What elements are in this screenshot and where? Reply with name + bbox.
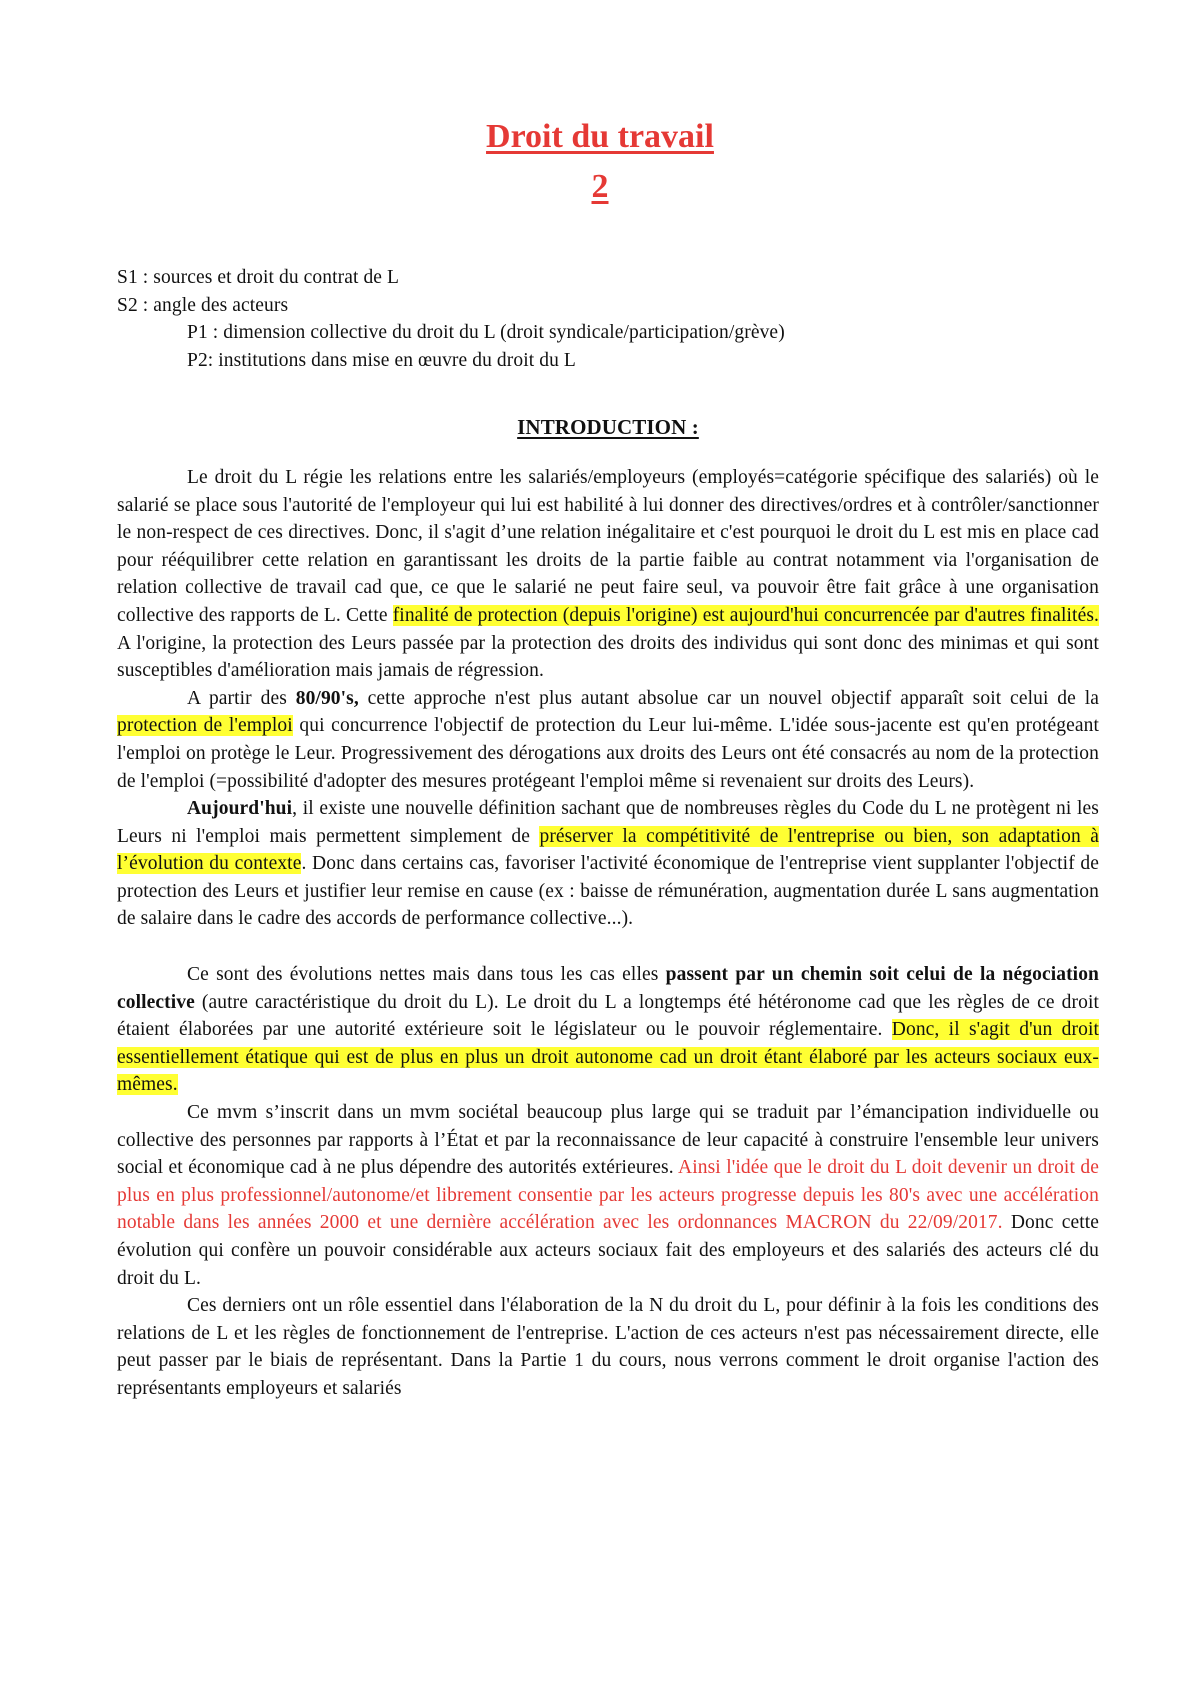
paragraph-4-highlight: Donc, il s'agit d'un droit essentiellement étatique qui est de plus en plus un droit autonome cad un droit étant élaboré par les acteurs sociaux eux-mêmes. bbox=[117, 1019, 1099, 1096]
paragraph-4-text-a: Ce sont des évolutions nettes mais dans tous les cas elles bbox=[187, 964, 666, 986]
paragraph-4-bold: passent par un chemin soit celui de la négociation collective bbox=[117, 964, 1099, 1013]
paragraph-1-text-a: Le droit du L régie les relations entre les salariés/employeurs (employés=catégorie spécifique des salariés) où le salarié se place sous l'autorité de l'employeur qui lui est habilité à lui donner des directives/ordres et à contrôler/sanctionner le non-respect de ces directives. Donc, il s'agit d’une relation inégalitaire et c'est pourquoi le droit du L est mis en place cad pour rééquilibrer cette relation en garantissant les droits de la partie faible au contrat notamment via l'organisation de relation collective de travail cad que, ce que le salarié ne peut faire seul, va pouvoir être fait grâce à une organisation collective des rapports de L. Cette bbox=[117, 466, 1099, 626]
paragraph-2 bbox=[117, 685, 1099, 795]
paragraph-1-text-b: A l'origine, la protection des Leurs passée par la protection des droits des individus qui sont donc des minimas et qui sont susceptibles d'amélioration mais jamais de régression. bbox=[117, 632, 1099, 682]
paragraph-4-text-b: (autre caractéristique du droit du L). Le droit du L a longtemps été hétéronome cad que les règles de ce droit étaient élaborées par une autorité extérieure soit le législateur ou le pouvoir réglementaire. bbox=[117, 991, 1099, 1041]
paragraph-5-red-text: Ainsi l'idée que le droit du L doit devenir un droit de plus en plus professionnel/autonome/et librement consentie par les acteurs progresse depuis les 80's avec une accélération notable dans les années 2000 et une dernière accélération avec les ordonnances MACRON du 22/09/2017. bbox=[117, 1157, 1099, 1234]
paragraph-2-text-b: cette approche n'est plus autant absolue car un nouvel objectif apparaît soit celui de la bbox=[358, 687, 1099, 709]
outline-p1: P1 : dimension collective du droit du L (droit syndicale/participation/grève) bbox=[187, 322, 785, 344]
paragraph-6-text: Ces derniers ont un rôle essentiel dans l'élaboration de la N du droit du L, pour définir à la fois les conditions des relations de L et les règles de fonctionnement de l'entreprise. L'action de ces acteurs n'est pas nécessairement directe, elle peut passer par le biais de représentant. Dans la Partie 1 du cours, nous verrons comment le droit organise l'action des représentants employeurs et salariés bbox=[117, 1295, 1099, 1399]
paragraph-5-text-a: Ce mvm s’inscrit dans un mvm sociétal beaucoup plus large qui se traduit par l’émancipation individuelle ou collective des personnes par rapports à l’État et par la reconnaissance de leur capacité à construire l'ensemble leur univers social et économique cad à ne plus dépendre des autorités extérieures. bbox=[117, 1102, 1099, 1179]
outline-s2: S2 : angle des acteurs bbox=[117, 294, 289, 316]
paragraph-3-bold: Aujourd'hui bbox=[187, 798, 293, 820]
paragraph-3-text-a: , il existe une nouvelle définition sachant que de nombreuses règles du Code du L ne protègent ni les Leurs ni l'emploi mais permettent simplement de bbox=[117, 798, 1099, 847]
section-heading: INTRODUCTION : bbox=[517, 415, 699, 440]
paragraph-3-highlight: préserver la compétitivité de l'entreprise ou bien, son adaptation à l’évolution du contexte bbox=[117, 825, 1100, 875]
section-heading-line bbox=[117, 414, 1099, 443]
outline-s1: S1 : sources et droit du contrat de L bbox=[117, 267, 400, 288]
paragraph-2-text-c: qui concurrence l'objectif de protection du Leur lui-même. L'idée sous-jacente est qu'en protégeant l'emploi on protège le Leur. Progressivement des dérogations aux droits des Leurs ont été consacrés au nom de la protection de l'emploi (=possibilité d'adopter des mesures protégeant l'emploi même si revenaient sur droits des Leurs). bbox=[117, 715, 1099, 792]
document-number: 2 bbox=[591, 168, 609, 205]
outline bbox=[117, 264, 1099, 374]
paragraph-6 bbox=[117, 1292, 1099, 1402]
outline-p2: P2: institutions dans mise en œuvre du droit du L bbox=[187, 349, 576, 371]
document-body bbox=[117, 264, 1099, 1403]
paragraph-2-highlight: protection de l'emploi bbox=[117, 715, 293, 737]
paragraph-2-text-a: A partir des bbox=[187, 687, 296, 709]
paragraph-5-text-b: Donc cette évolution qui confère un pouvoir considérable aux acteurs sociaux fait des employeurs et des salariés des acteurs clé du droit du L. bbox=[117, 1212, 1099, 1289]
paragraph-1 bbox=[117, 464, 1099, 685]
paragraph-1-highlight: finalité de protection (depuis l'origine) est aujourd'hui concurrencée par d'autres finalités. bbox=[392, 604, 1099, 626]
document-title: Droit du travail bbox=[486, 118, 714, 155]
paragraph-2-bold: 80/90's, bbox=[295, 687, 359, 709]
paragraph-5 bbox=[117, 1099, 1099, 1292]
paragraph-4 bbox=[117, 961, 1099, 1099]
title-block bbox=[0, 112, 1200, 212]
paragraph-3 bbox=[117, 795, 1099, 933]
paragraph-3-text-b: . Donc dans certains cas, favoriser l'activité économique de l'entreprise vient supplanter l'objectif de protection des Leurs et justifier leur remise en cause (ex : baisse de rémunération, augmentation durée L sans augmentation de salaire dans le cadre des accords de performance collective...). bbox=[117, 853, 1100, 930]
